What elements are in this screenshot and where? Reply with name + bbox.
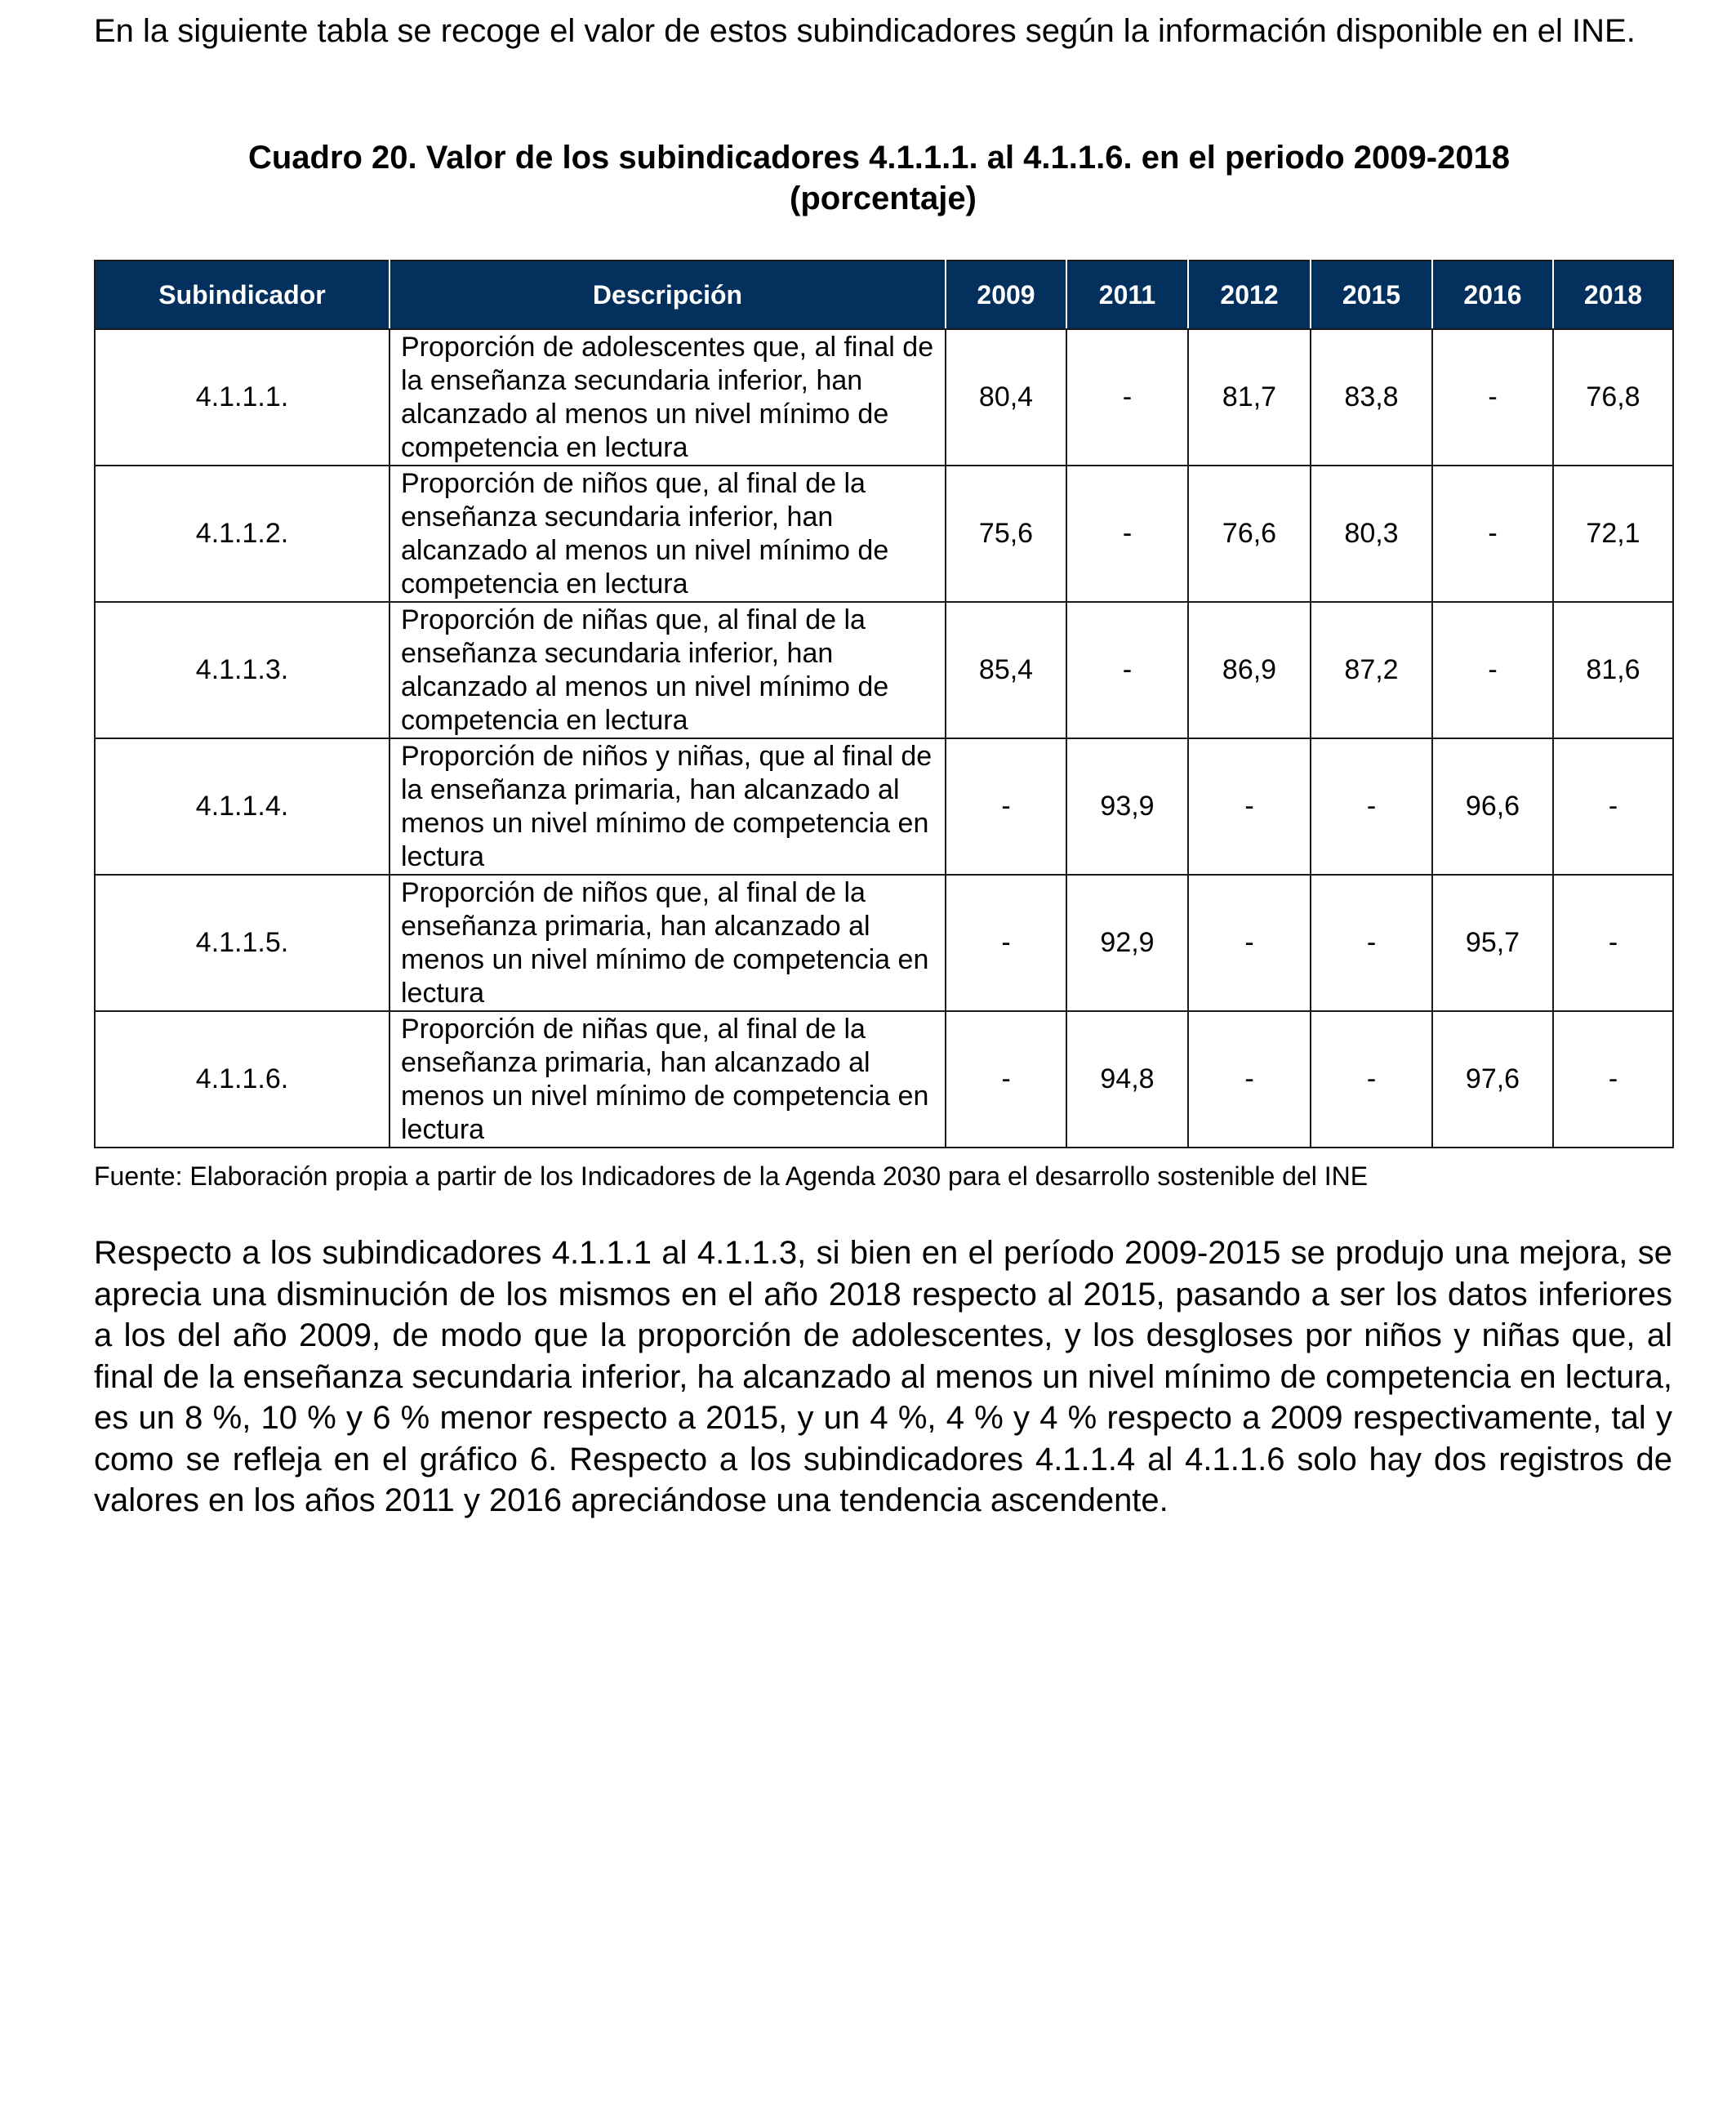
value-cell: - (1066, 466, 1188, 602)
header-cell: 2015 (1311, 261, 1432, 329)
value-cell: - (1432, 602, 1553, 738)
value-cell: 83,8 (1311, 329, 1432, 466)
value-cell: - (1311, 738, 1432, 875)
value-cell: - (1188, 1011, 1311, 1148)
value-cell: - (1188, 875, 1311, 1011)
subindicator-id: 4.1.1.5. (95, 875, 389, 1011)
header-cell: 2012 (1188, 261, 1311, 329)
value-cell: 76,8 (1553, 329, 1673, 466)
value-cell: 96,6 (1432, 738, 1553, 875)
table-header-row (95, 261, 1673, 329)
header-cell: 2016 (1432, 261, 1553, 329)
value-cell: 87,2 (1311, 602, 1432, 738)
value-cell: - (1066, 329, 1188, 466)
table-row (95, 602, 1673, 738)
value-cell: - (1311, 1011, 1432, 1148)
caption-subtitle: (porcentaje) (790, 181, 977, 216)
table-row (95, 329, 1673, 466)
value-cell: 93,9 (1066, 738, 1188, 875)
value-cell: 76,6 (1188, 466, 1311, 602)
value-cell: - (1188, 738, 1311, 875)
subindicator-description: Proporción de adolescentes que, al final de la enseñanza secundaria inferior, han alcanzado al menos un nivel mínimo de competencia en lectura (389, 329, 946, 466)
value-cell: 94,8 (1066, 1011, 1188, 1148)
table-row (95, 466, 1673, 602)
subindicator-id: 4.1.1.2. (95, 466, 389, 602)
value-cell: 97,6 (1432, 1011, 1553, 1148)
subindicator-description: Proporción de niñas que, al final de la enseñanza secundaria inferior, han alcanzado al menos un nivel mínimo de competencia en lectura (389, 602, 946, 738)
value-cell: - (1066, 602, 1188, 738)
header-cell: 2018 (1553, 261, 1673, 329)
subindicator-description: Proporción de niñas que, al final de la enseñanza primaria, han alcanzado al menos un nivel mínimo de competencia en lectura (389, 1011, 946, 1148)
value-cell: - (1553, 738, 1673, 875)
table-row (95, 1011, 1673, 1148)
value-cell: - (1311, 875, 1432, 1011)
subindicator-id: 4.1.1.4. (95, 738, 389, 875)
value-cell: - (1432, 329, 1553, 466)
table-row (95, 738, 1673, 875)
subindicator-id: 4.1.1.3. (95, 602, 389, 738)
value-cell: 80,4 (946, 329, 1066, 466)
caption-title: Cuadro 20. Valor de los subindicadores 4.1.1.1. al 4.1.1.6. en el periodo 2009-2018 (247, 140, 1511, 176)
analysis-paragraph: Respecto a los subindicadores 4.1.1.1 al 4.1.1.3, si bien en el período 2009-2015 se produjo una mejora, se aprecia una disminución de los mismos en el año 2018 respecto al 2015, pasando a ser los datos inferiores a los del año 2009, de modo que la proporción de adolescentes, y los desgloses por niños y niñas que, al final de la enseñanza secundaria inferior, ha alcanzado al menos un nivel mínimo de competencia en lectura, es un 8 %, 10 % y 6 % menor respecto a 2015, y un 4 %, 4 % y 4 % respecto a 2009 respectivamente, tal y como se refleja en el gráfico 6. Respecto a los subindicadores 4.1.1.4 al 4.1.1.6 solo hay dos registros de valores en los años 2011 y 2016 apreciándose una tendencia ascendente. (94, 1235, 1672, 1518)
value-cell: - (946, 1011, 1066, 1148)
value-cell: 80,3 (1311, 466, 1432, 602)
header-cell: Descripción (389, 261, 946, 329)
subindicator-id: 4.1.1.6. (95, 1011, 389, 1148)
value-cell: 81,7 (1188, 329, 1311, 466)
value-cell: 92,9 (1066, 875, 1188, 1011)
header-cell: 2011 (1066, 261, 1188, 329)
value-cell: - (1553, 1011, 1673, 1148)
value-cell: 81,6 (1553, 602, 1673, 738)
value-cell: - (1432, 466, 1553, 602)
value-cell: - (1553, 875, 1673, 1011)
intro-paragraph: En la siguiente tabla se recoge el valor de estos subindicadores según la información disponible en el INE. (94, 13, 1636, 49)
value-cell: 86,9 (1188, 602, 1311, 738)
value-cell: 75,6 (946, 466, 1066, 602)
header-cell: 2009 (946, 261, 1066, 329)
table-caption (94, 137, 1672, 219)
value-cell: - (946, 875, 1066, 1011)
value-cell: 95,7 (1432, 875, 1553, 1011)
subindicator-description: Proporción de niños y niñas, que al final de la enseñanza primaria, han alcanzado al menos un nivel mínimo de competencia en lectura (389, 738, 946, 875)
subindicator-id: 4.1.1.1. (95, 329, 389, 466)
value-cell: 72,1 (1553, 466, 1673, 602)
subindicators-table (94, 260, 1674, 1148)
value-cell: 85,4 (946, 602, 1066, 738)
table-source-note: Fuente: Elaboración propia a partir de los Indicadores de la Agenda 2030 para el desarrollo sostenible del INE (94, 1161, 1369, 1191)
header-cell: Subindicador (95, 261, 389, 329)
subindicator-description: Proporción de niños que, al final de la enseñanza primaria, han alcanzado al menos un nivel mínimo de competencia en lectura (389, 875, 946, 1011)
subindicator-description: Proporción de niños que, al final de la enseñanza secundaria inferior, han alcanzado al menos un nivel mínimo de competencia en lectura (389, 466, 946, 602)
value-cell: - (946, 738, 1066, 875)
table-row (95, 875, 1673, 1011)
